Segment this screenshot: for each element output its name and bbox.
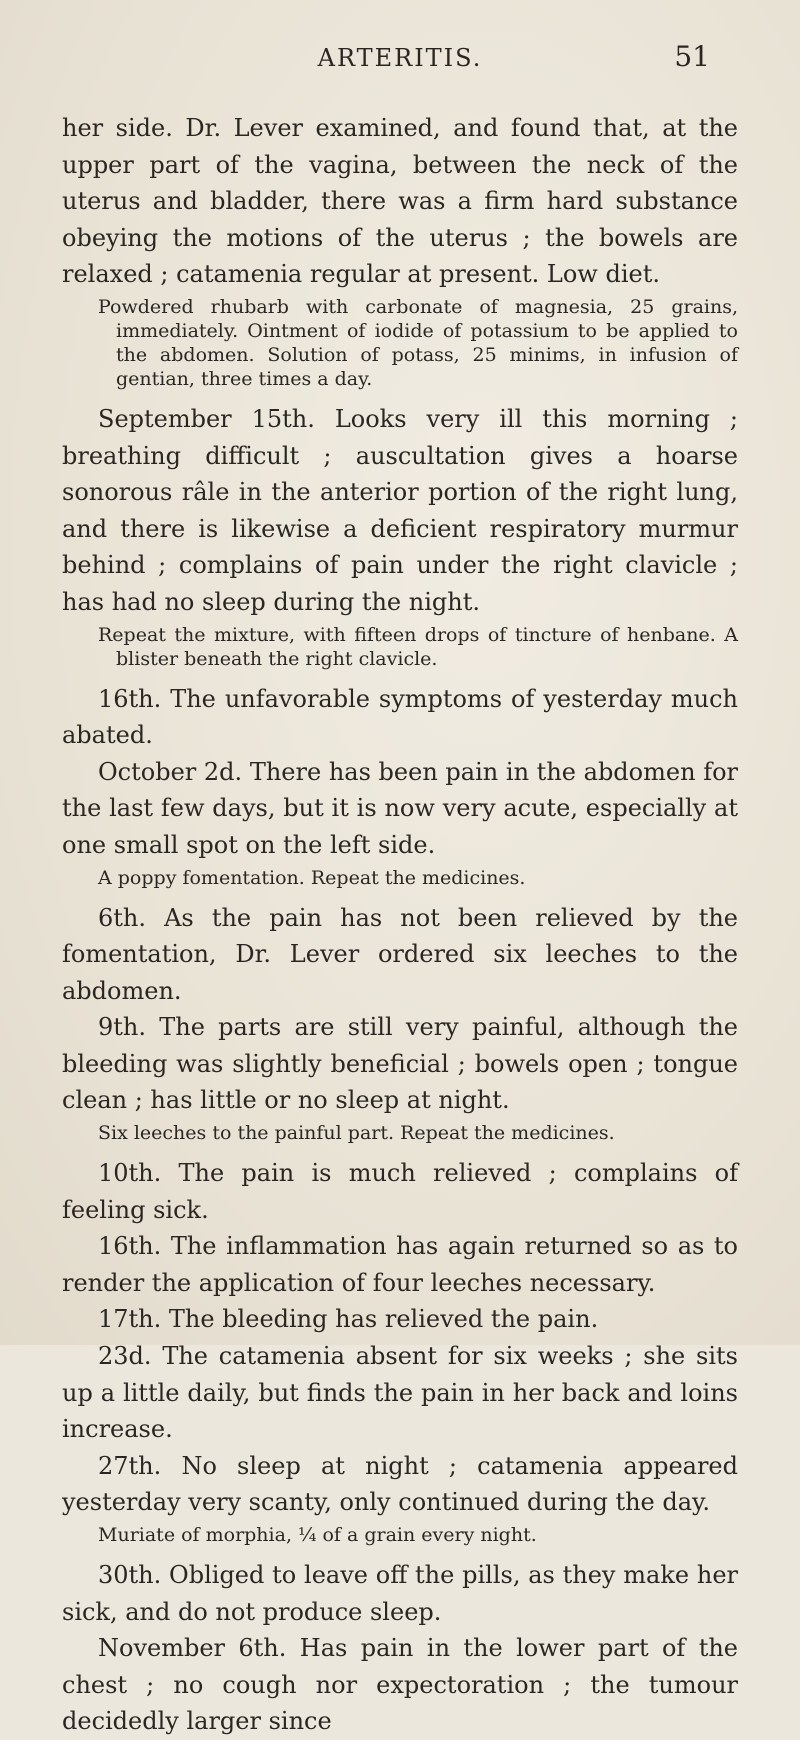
case-paragraph: 9th. The parts are still very painful, although the bleeding was slightly beneficial ; bowels open ; tongue clean ; has little or no sleep at night. <box>62 1013 738 1115</box>
case-paragraph: September 15th. Looks very ill this morning ; breathing difficult ; auscultation gives a hoarse sonorous râle in the anterior portion of the right lung, and there is likewise a deficient respiratory murmur behind ; complains of pain under the right clavicle ; has had no sleep during the night. <box>62 404 738 616</box>
case-paragraph: 27th. No sleep at night ; catamenia appeared yesterday very scanty, only continued during the day. <box>62 1451 738 1517</box>
case-paragraph: 17th. The bleeding has relieved the pain. <box>98 1305 599 1334</box>
prescription-note: A poppy fomentation. Repeat the medicines. <box>98 866 526 889</box>
body-text <box>62 110 738 1740</box>
prescription-note: Muriate of morphia, ¼ of a grain every night. <box>98 1524 537 1546</box>
running-title: ARTERITIS. <box>317 44 483 72</box>
case-paragraph: 6th. As the pain has not been relieved by the fomentation, Dr. Lever ordered six leeches to the abdomen. <box>62 903 738 1005</box>
case-paragraph: 10th. The pain is much relieved ; complains of feeling sick. <box>62 1159 738 1224</box>
case-paragraph: 30th. Obliged to leave off the pills, as they make her sick, and do not produce sleep. <box>62 1561 738 1626</box>
running-head <box>0 38 800 78</box>
case-paragraph: her side. Dr. Lever examined, and found that, at the upper part of the vagina, between the neck of the uterus and bladder, there was a firm hard substance obeying the motions of the uterus ; the bowels are relaxed ; catamenia regular at present. Low diet. <box>62 114 738 289</box>
case-paragraph: 16th. The unfavorable symptoms of yesterday much abated. <box>62 684 738 750</box>
prescription-note: Six leeches to the painful part. Repeat the medicines. <box>98 1122 615 1145</box>
case-paragraph: 23d. The catamenia absent for six weeks ; she sits up a little daily, but finds the pain in her back and loins increase. <box>62 1342 738 1444</box>
prescription-note: Powdered rhubarb with carbonate of magnesia, 25 grains, immediately. Ointment of iodide of potassium to be applied to the abdomen. Solution of potass, 25 minims, in infusion of gentian, three times a day. <box>98 295 738 390</box>
case-paragraph: 16th. The inflammation has again returned so as to render the application of four leeches necessary. <box>62 1232 738 1297</box>
case-paragraph: November 6th. Has pain in the lower part of the chest ; no cough nor expectoration ; the tumour decidedly larger since <box>62 1634 738 1736</box>
prescription-note: Repeat the mixture, with fifteen drops of tincture of henbane. A blister beneath the right clavicle. <box>98 623 738 670</box>
case-paragraph: October 2d. There has been pain in the abdomen for the last few days, but it is now very acute, especially at one small spot on the left side. <box>62 757 738 859</box>
page-number: 51 <box>674 40 710 73</box>
